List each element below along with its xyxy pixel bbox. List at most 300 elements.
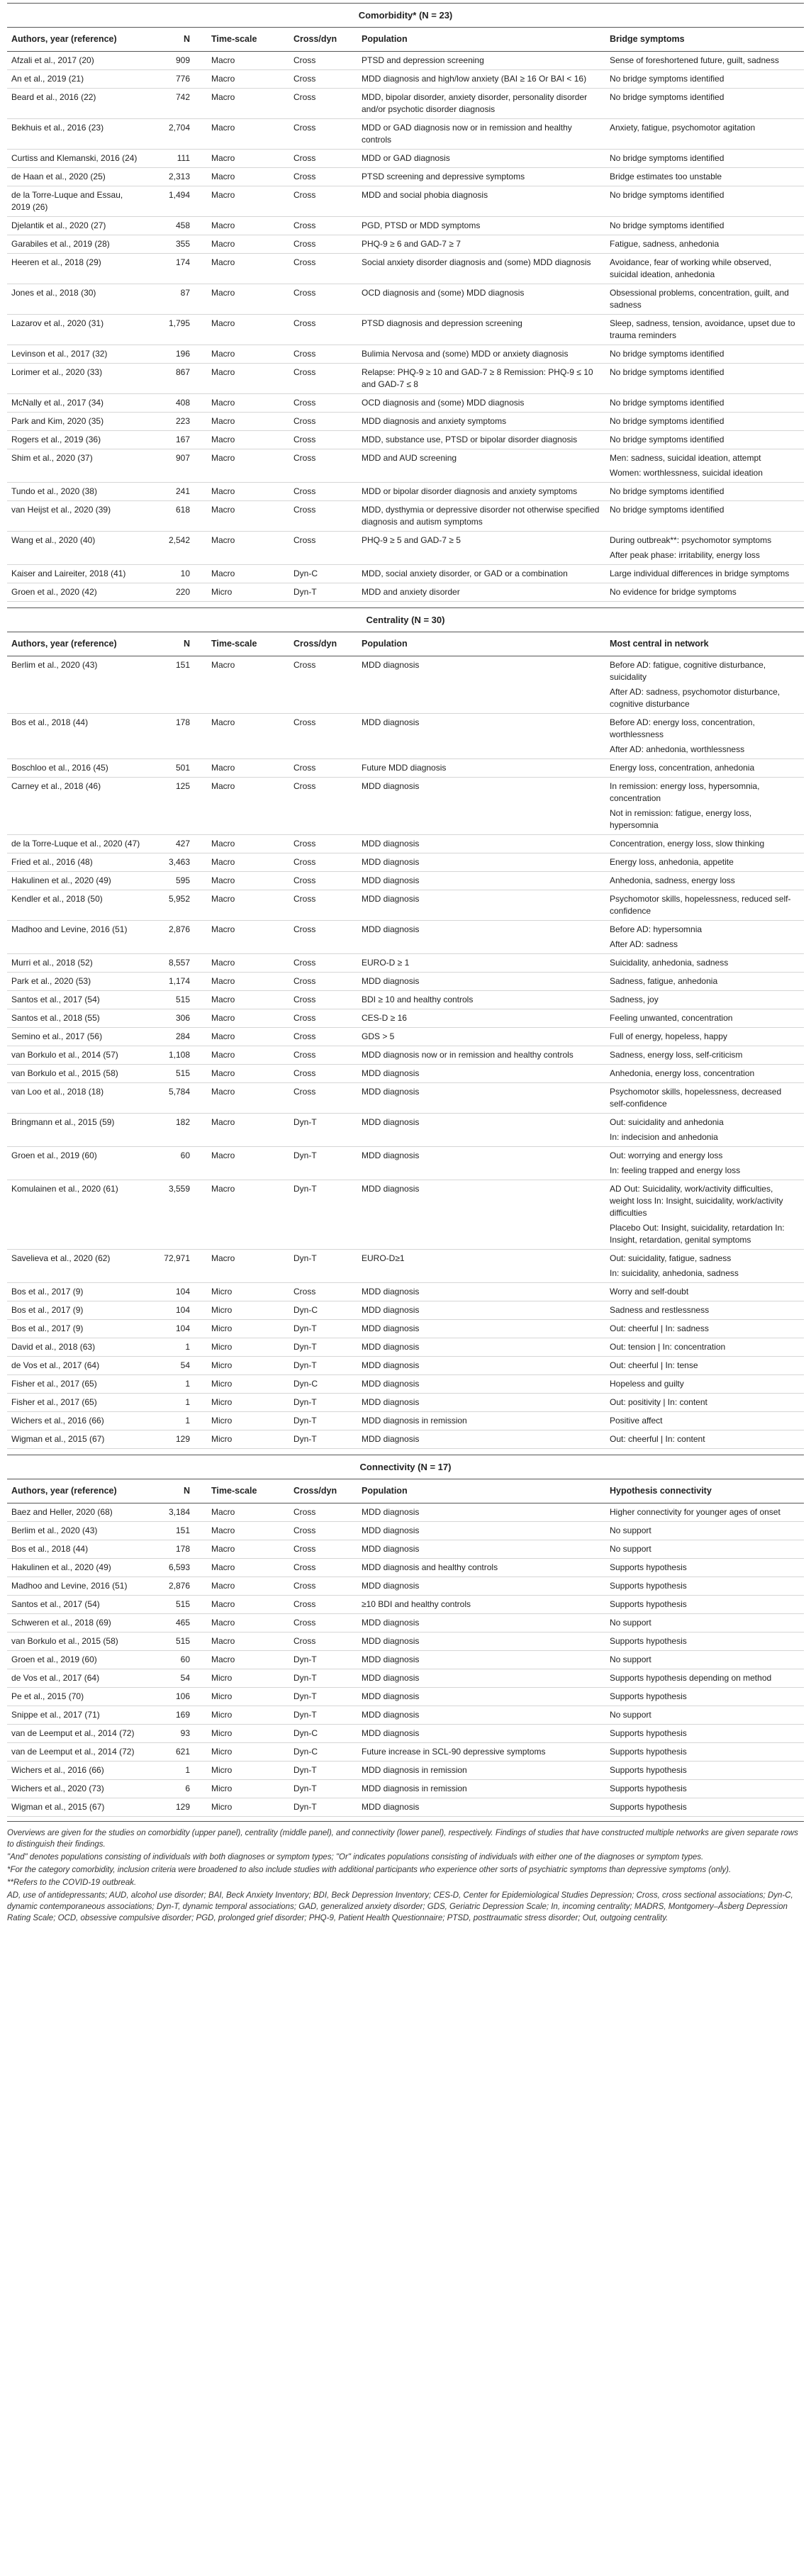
cross-dyn-cell: Cross (289, 186, 357, 217)
cross-dyn-cell: Cross (289, 714, 357, 759)
cross-dyn-cell: Dyn-T (289, 1357, 357, 1375)
cross-dyn-cell: Dyn-C (289, 1743, 357, 1762)
result-cell (605, 1114, 804, 1147)
population-cell: MDD diagnosis (357, 714, 605, 759)
population-cell: MDD or GAD diagnosis now or in remission and healthy controls (357, 119, 605, 150)
population-cell: MDD diagnosis (357, 973, 605, 991)
result-line: Sadness, fatigue, anhedonia (610, 976, 718, 986)
population-cell: MDD diagnosis (357, 1301, 605, 1320)
document-table-container (7, 0, 804, 1924)
table-row (7, 1046, 804, 1065)
result-line: Supports hypothesis (610, 1802, 687, 1812)
result-line: Anhedonia, energy loss, concentration (610, 1068, 755, 1078)
table-row (7, 345, 804, 364)
author-cell: van Heijst et al., 2020 (39) (7, 501, 146, 532)
author-cell: Groen et al., 2019 (60) (7, 1147, 146, 1180)
cross-dyn-cell: Cross (289, 89, 357, 119)
cross-dyn-cell: Cross (289, 119, 357, 150)
column-header: Time-scale (207, 632, 289, 656)
author-cell: Bos et al., 2017 (9) (7, 1320, 146, 1338)
population-cell: EURO-D≥1 (357, 1250, 605, 1283)
cross-dyn-cell: Cross (289, 1503, 357, 1522)
author-cell: van Borkulo et al., 2015 (58) (7, 1065, 146, 1083)
result-line: Psychomotor skills, hopelessness, decreased self-confidence (610, 1087, 782, 1109)
n-cell: 618 (146, 501, 207, 532)
result-line: Not in remission: fatigue, energy loss, hypersomnia (610, 808, 752, 830)
footnote: Overviews are given for the studies on comorbidity (upper panel), centrality (middle panel), and connectivity (lower panel), respectively. Findings of studies that have constructed multiple networks are given separate rows to distinguish their findings. (7, 1829, 798, 1849)
table-row (7, 1706, 804, 1725)
result-line: No bridge symptoms identified (610, 398, 725, 408)
author-cell: Fried et al., 2016 (48) (7, 853, 146, 872)
author-cell: Levinson et al., 2017 (32) (7, 345, 146, 364)
table-row (7, 315, 804, 345)
result-line: Supports hypothesis (610, 1765, 687, 1775)
table-row (7, 1320, 804, 1338)
time-scale-cell: Micro (207, 1375, 289, 1394)
cross-dyn-cell: Cross (289, 315, 357, 345)
result-line: After AD: sadness, psychomotor disturbance, cognitive disturbance (610, 687, 781, 709)
population-cell: MDD diagnosis (357, 1375, 605, 1394)
author-cell: Wichers et al., 2020 (73) (7, 1780, 146, 1798)
column-header: Time-scale (207, 28, 289, 52)
table-row (7, 1614, 804, 1633)
table-row (7, 1430, 804, 1449)
cross-dyn-cell: Cross (289, 254, 357, 284)
n-cell: 167 (146, 431, 207, 449)
n-cell: 106 (146, 1688, 207, 1706)
n-cell: 306 (146, 1009, 207, 1028)
cross-dyn-cell: Cross (289, 217, 357, 235)
population-cell: MDD diagnosis in remission (357, 1780, 605, 1798)
time-scale-cell: Macro (207, 954, 289, 973)
result-cell (605, 168, 804, 186)
time-scale-cell: Macro (207, 483, 289, 501)
time-scale-cell: Macro (207, 1065, 289, 1083)
population-cell: MDD diagnosis (357, 1651, 605, 1669)
time-scale-cell: Micro (207, 1780, 289, 1798)
result-line: Positive affect (610, 1416, 663, 1426)
n-cell: 2,876 (146, 921, 207, 954)
population-cell: MDD, bipolar disorder, anxiety disorder, personality disorder and/or psychotic disorder diagnosis (357, 89, 605, 119)
population-cell: MDD or GAD diagnosis (357, 150, 605, 168)
column-header: Cross/dyn (289, 632, 357, 656)
table-row (7, 235, 804, 254)
time-scale-cell: Macro (207, 1250, 289, 1283)
table-row (7, 284, 804, 315)
table-row (7, 1009, 804, 1028)
population-cell: MDD, dysthymia or depressive disorder not otherwise specified diagnosis and autism symptoms (357, 501, 605, 532)
table-row (7, 1375, 804, 1394)
author-cell: Beard et al., 2016 (22) (7, 89, 146, 119)
column-header: Bridge symptoms (605, 28, 804, 52)
result-line: Concentration, energy loss, slow thinking (610, 839, 765, 849)
author-cell: Savelieva et al., 2020 (62) (7, 1250, 146, 1283)
result-line: Supports hypothesis (610, 1691, 687, 1701)
cross-dyn-cell: Dyn-T (289, 1250, 357, 1283)
cross-dyn-cell: Cross (289, 1083, 357, 1114)
result-cell (605, 1283, 804, 1301)
result-line: Sense of foreshortened future, guilt, sadness (610, 55, 779, 65)
result-line: No bridge symptoms identified (610, 190, 725, 200)
result-cell (605, 119, 804, 150)
result-cell (605, 217, 804, 235)
table-row (7, 1596, 804, 1614)
n-cell: 5,784 (146, 1083, 207, 1114)
result-cell (605, 1357, 804, 1375)
section-title: Comorbidity* (N = 23) (7, 4, 804, 28)
n-cell: 907 (146, 449, 207, 483)
result-cell (605, 1633, 804, 1651)
cross-dyn-cell: Dyn-T (289, 1394, 357, 1412)
result-line: AD Out: Suicidality, work/activity difficulties, weight loss In: Insight, suicidality, work/activity difficulties (610, 1184, 783, 1218)
cross-dyn-cell: Cross (289, 954, 357, 973)
cross-dyn-cell: Cross (289, 501, 357, 532)
population-cell: MDD and anxiety disorder (357, 583, 605, 602)
time-scale-cell: Macro (207, 1540, 289, 1559)
population-cell: MDD and social phobia diagnosis (357, 186, 605, 217)
table-row (7, 532, 804, 565)
n-cell: 501 (146, 759, 207, 778)
result-line: Out: cheerful | In: sadness (610, 1323, 709, 1333)
result-line: No evidence for bridge symptoms (610, 587, 737, 597)
result-line: In: suicidality, anhedonia, sadness (610, 1268, 739, 1278)
result-line: No bridge symptoms identified (610, 153, 725, 163)
n-cell: 129 (146, 1798, 207, 1817)
n-cell: 408 (146, 394, 207, 413)
result-cell (605, 150, 804, 168)
time-scale-cell: Macro (207, 1180, 289, 1250)
cross-dyn-cell: Cross (289, 413, 357, 431)
time-scale-cell: Macro (207, 186, 289, 217)
population-cell: MDD diagnosis (357, 890, 605, 921)
result-line: Out: tension | In: concentration (610, 1342, 726, 1352)
author-cell: Bringmann et al., 2015 (59) (7, 1114, 146, 1147)
result-line: No support (610, 1618, 651, 1628)
result-line: Worry and self-doubt (610, 1287, 689, 1297)
table-row (7, 1250, 804, 1283)
result-line: Higher connectivity for younger ages of onset (610, 1507, 781, 1517)
cross-dyn-cell: Cross (289, 532, 357, 565)
population-cell: Future MDD diagnosis (357, 759, 605, 778)
result-line: Sadness and restlessness (610, 1305, 710, 1315)
result-cell (605, 1394, 804, 1412)
cross-dyn-cell: Cross (289, 656, 357, 714)
author-cell: Berlim et al., 2020 (43) (7, 656, 146, 714)
time-scale-cell: Macro (207, 150, 289, 168)
column-header: Population (357, 28, 605, 52)
author-cell: Schweren et al., 2018 (69) (7, 1614, 146, 1633)
n-cell: 465 (146, 1614, 207, 1633)
cross-dyn-cell: Cross (289, 168, 357, 186)
cross-dyn-cell: Cross (289, 890, 357, 921)
time-scale-cell: Macro (207, 1009, 289, 1028)
population-cell: MDD diagnosis (357, 1503, 605, 1522)
result-line: No bridge symptoms identified (610, 435, 725, 444)
author-cell: Boschloo et al., 2016 (45) (7, 759, 146, 778)
author-cell: Park et al., 2020 (53) (7, 973, 146, 991)
result-line: No bridge symptoms identified (610, 220, 725, 230)
population-cell: PTSD and depression screening (357, 52, 605, 70)
result-cell (605, 431, 804, 449)
result-cell (605, 1614, 804, 1633)
table-row (7, 1798, 804, 1817)
studies-table (7, 3, 804, 1817)
table-row (7, 1114, 804, 1147)
result-cell (605, 714, 804, 759)
population-cell: MDD diagnosis (357, 1798, 605, 1817)
result-cell (605, 872, 804, 890)
section-gap-cell (7, 1449, 804, 1455)
result-cell (605, 656, 804, 714)
result-line: Supports hypothesis (610, 1581, 687, 1591)
result-cell (605, 501, 804, 532)
author-cell: Hakulinen et al., 2020 (49) (7, 872, 146, 890)
result-line: No bridge symptoms identified (610, 505, 725, 515)
result-cell (605, 1596, 804, 1614)
cross-dyn-cell: Cross (289, 1009, 357, 1028)
result-line: Before AD: hypersomnia (610, 924, 703, 934)
result-cell (605, 1725, 804, 1743)
result-cell (605, 483, 804, 501)
n-cell: 621 (146, 1743, 207, 1762)
author-cell: Hakulinen et al., 2020 (49) (7, 1559, 146, 1577)
result-line: Women: worthlessness, suicidal ideation (610, 468, 763, 478)
author-cell: Wigman et al., 2015 (67) (7, 1430, 146, 1449)
result-cell (605, 1577, 804, 1596)
cross-dyn-cell: Dyn-T (289, 583, 357, 602)
n-cell: 1 (146, 1762, 207, 1780)
section-gap-cell (7, 602, 804, 608)
author-cell: Wang et al., 2020 (40) (7, 532, 146, 565)
population-cell: MDD diagnosis (357, 835, 605, 853)
n-cell: 220 (146, 583, 207, 602)
table-row (7, 150, 804, 168)
cross-dyn-cell: Cross (289, 1028, 357, 1046)
cross-dyn-cell: Cross (289, 1577, 357, 1596)
table-row (7, 1028, 804, 1046)
cross-dyn-cell: Cross (289, 284, 357, 315)
column-header: Most central in network (605, 632, 804, 656)
time-scale-cell: Macro (207, 413, 289, 431)
result-line: Supports hypothesis depending on method (610, 1673, 772, 1683)
time-scale-cell: Micro (207, 1283, 289, 1301)
result-cell (605, 1688, 804, 1706)
table-row (7, 119, 804, 150)
result-cell (605, 1065, 804, 1083)
result-cell (605, 413, 804, 431)
result-cell (605, 954, 804, 973)
cross-dyn-cell: Cross (289, 1596, 357, 1614)
table-row (7, 714, 804, 759)
cross-dyn-cell: Cross (289, 1283, 357, 1301)
population-cell: MDD diagnosis (357, 778, 605, 835)
result-line: No bridge symptoms identified (610, 349, 725, 359)
result-cell (605, 1375, 804, 1394)
result-line: Supports hypothesis (610, 1636, 687, 1646)
population-cell: MDD diagnosis (357, 1688, 605, 1706)
result-cell (605, 532, 804, 565)
cross-dyn-cell: Cross (289, 872, 357, 890)
table-row (7, 483, 804, 501)
author-cell: Rogers et al., 2019 (36) (7, 431, 146, 449)
population-cell: MDD diagnosis (357, 1669, 605, 1688)
population-cell: MDD diagnosis and healthy controls (357, 1559, 605, 1577)
time-scale-cell: Micro (207, 1301, 289, 1320)
population-cell: MDD or bipolar disorder diagnosis and anxiety symptoms (357, 483, 605, 501)
population-cell: OCD diagnosis and (some) MDD diagnosis (357, 394, 605, 413)
result-line: After AD: sadness (610, 939, 678, 949)
result-cell (605, 1503, 804, 1522)
population-cell: MDD and AUD screening (357, 449, 605, 483)
n-cell: 10 (146, 565, 207, 583)
time-scale-cell: Macro (207, 1522, 289, 1540)
result-line: Energy loss, concentration, anhedonia (610, 763, 755, 773)
time-scale-cell: Macro (207, 1083, 289, 1114)
result-cell (605, 1669, 804, 1688)
time-scale-cell: Macro (207, 1577, 289, 1596)
n-cell: 87 (146, 284, 207, 315)
result-line: Anxiety, fatigue, psychomotor agitation (610, 123, 756, 133)
author-cell: Baez and Heller, 2020 (68) (7, 1503, 146, 1522)
column-header: Hypothesis connectivity (605, 1479, 804, 1503)
author-cell: Wichers et al., 2016 (66) (7, 1412, 146, 1430)
cross-dyn-cell: Dyn-T (289, 1147, 357, 1180)
result-line: No support (610, 1710, 651, 1720)
result-line: Sadness, joy (610, 995, 659, 1004)
column-header: Time-scale (207, 1479, 289, 1503)
result-cell (605, 778, 804, 835)
n-cell: 93 (146, 1725, 207, 1743)
time-scale-cell: Macro (207, 217, 289, 235)
time-scale-cell: Micro (207, 583, 289, 602)
time-scale-cell: Macro (207, 345, 289, 364)
result-cell (605, 1706, 804, 1725)
author-cell: Bos et al., 2018 (44) (7, 714, 146, 759)
cross-dyn-cell: Dyn-T (289, 1762, 357, 1780)
n-cell: 72,971 (146, 1250, 207, 1283)
n-cell: 909 (146, 52, 207, 70)
cross-dyn-cell: Dyn-T (289, 1651, 357, 1669)
time-scale-cell: Micro (207, 1669, 289, 1688)
cross-dyn-cell: Dyn-T (289, 1412, 357, 1430)
result-cell (605, 254, 804, 284)
result-cell (605, 364, 804, 394)
author-cell: van de Leemput et al., 2014 (72) (7, 1743, 146, 1762)
author-cell: Groen et al., 2020 (42) (7, 583, 146, 602)
table-row (7, 254, 804, 284)
author-cell: de Vos et al., 2017 (64) (7, 1357, 146, 1375)
population-cell: Future increase in SCL-90 depressive symptoms (357, 1743, 605, 1762)
result-cell (605, 345, 804, 364)
result-cell (605, 1046, 804, 1065)
table-row (7, 991, 804, 1009)
table-row (7, 778, 804, 835)
cross-dyn-cell: Cross (289, 449, 357, 483)
n-cell: 742 (146, 89, 207, 119)
population-cell: MDD, social anxiety disorder, or GAD or a combination (357, 565, 605, 583)
time-scale-cell: Macro (207, 394, 289, 413)
result-cell (605, 921, 804, 954)
result-cell (605, 52, 804, 70)
n-cell: 6,593 (146, 1559, 207, 1577)
table-row (7, 890, 804, 921)
cross-dyn-cell: Dyn-C (289, 1375, 357, 1394)
result-line: Psychomotor skills, hopelessness, reduced self-confidence (610, 894, 791, 916)
author-cell: Tundo et al., 2020 (38) (7, 483, 146, 501)
result-cell (605, 1780, 804, 1798)
author-cell: Fisher et al., 2017 (65) (7, 1394, 146, 1412)
table-footnotes (7, 1821, 804, 1924)
author-cell: Semino et al., 2017 (56) (7, 1028, 146, 1046)
studies-table-body (7, 4, 804, 1817)
result-line: No bridge symptoms identified (610, 416, 725, 426)
cross-dyn-cell: Cross (289, 431, 357, 449)
result-line: Obsessional problems, concentration, guilt, and sadness (610, 288, 789, 310)
result-cell (605, 1320, 804, 1338)
cross-dyn-cell: Cross (289, 52, 357, 70)
n-cell: 8,557 (146, 954, 207, 973)
population-cell: PGD, PTSD or MDD symptoms (357, 217, 605, 235)
table-row (7, 954, 804, 973)
table-row (7, 1338, 804, 1357)
population-cell: MDD diagnosis now or in remission and healthy controls (357, 1046, 605, 1065)
result-cell (605, 1743, 804, 1762)
n-cell: 1,174 (146, 973, 207, 991)
cross-dyn-cell: Cross (289, 991, 357, 1009)
n-cell: 515 (146, 1596, 207, 1614)
cross-dyn-cell: Cross (289, 364, 357, 394)
n-cell: 284 (146, 1028, 207, 1046)
column-header: Authors, year (reference) (7, 28, 146, 52)
result-line: Out: worrying and energy loss (610, 1150, 723, 1160)
author-cell: Afzali et al., 2017 (20) (7, 52, 146, 70)
time-scale-cell: Macro (207, 835, 289, 853)
population-cell: CES-D ≥ 16 (357, 1009, 605, 1028)
result-line: Out: positivity | In: content (610, 1397, 707, 1407)
result-line: No bridge symptoms identified (610, 92, 725, 102)
author-cell: Santos et al., 2017 (54) (7, 1596, 146, 1614)
time-scale-cell: Macro (207, 1596, 289, 1614)
table-row (7, 1559, 804, 1577)
n-cell: 2,704 (146, 119, 207, 150)
time-scale-cell: Macro (207, 1114, 289, 1147)
population-cell: MDD diagnosis (357, 1338, 605, 1357)
table-row (7, 565, 804, 583)
n-cell: 1,795 (146, 315, 207, 345)
result-cell (605, 315, 804, 345)
time-scale-cell: Macro (207, 254, 289, 284)
table-row (7, 1503, 804, 1522)
author-cell: Snippe et al., 2017 (71) (7, 1706, 146, 1725)
result-cell (605, 991, 804, 1009)
result-line: In: feeling trapped and energy loss (610, 1165, 741, 1175)
result-line: Out: suicidality and anhedonia (610, 1117, 724, 1127)
n-cell: 1,494 (146, 186, 207, 217)
author-cell: Lorimer et al., 2020 (33) (7, 364, 146, 394)
population-cell: MDD diagnosis and high/low anxiety (BAI ≥ 16 Or BAI < 16) (357, 70, 605, 89)
result-line: Sleep, sadness, tension, avoidance, upset due to trauma reminders (610, 318, 795, 340)
cross-dyn-cell: Dyn-C (289, 1725, 357, 1743)
footnote: *For the category comorbidity, inclusion criteria were broadened to also include studies with additional participants who experience other sorts of psychiatric symptoms than depressive symptoms (only). (7, 1866, 732, 1874)
author-cell: de Haan et al., 2020 (25) (7, 168, 146, 186)
table-row (7, 1522, 804, 1540)
result-line: Supports hypothesis (610, 1747, 687, 1757)
table-row (7, 1083, 804, 1114)
result-line: Supports hypothesis (610, 1783, 687, 1793)
result-line: Supports hypothesis (610, 1562, 687, 1572)
cross-dyn-cell: Cross (289, 759, 357, 778)
section-title-row (7, 4, 804, 28)
